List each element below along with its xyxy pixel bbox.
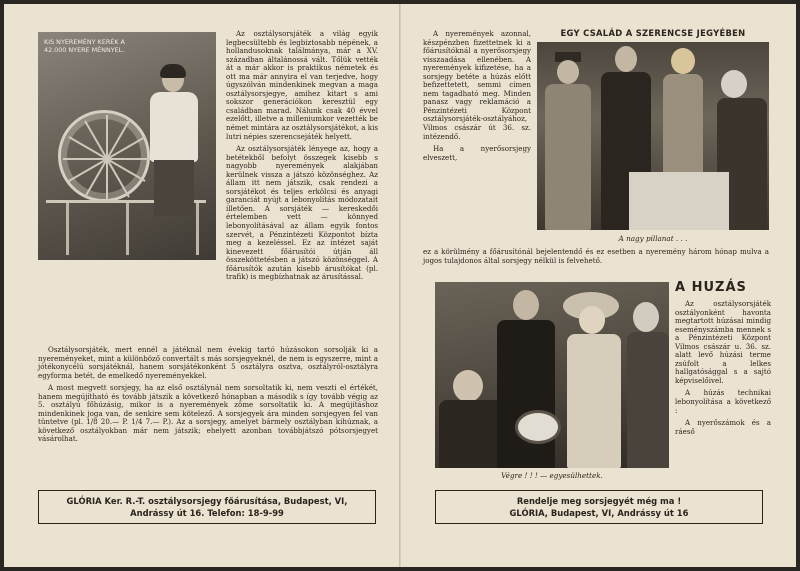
figure-head (453, 370, 483, 402)
booklet-spread (4, 4, 796, 567)
right-page (400, 4, 796, 567)
bearded-man-figure (627, 302, 669, 468)
footer-ad-right (435, 490, 763, 524)
photo-top-caption: A nagy pillanat . . . (618, 234, 688, 243)
table-graphic (629, 172, 729, 230)
family-photo (537, 42, 769, 230)
right-column-text (423, 30, 531, 166)
left-wide-text (38, 346, 378, 448)
right-wide-text (423, 248, 769, 269)
headline: EGY CSALÁD A SZERENCSE JEGYÉBEN (560, 28, 746, 38)
paragraph: ez a körülmény a főárusítónál bejelentendő és ez esetben a nyeremény három hónap mulva a jogos tulajdonos által sorsjegy nélkül is felvehető. (423, 247, 769, 265)
footer-ad-left: GLÓRIA Ker. R.-T. osztálysorsjegy főárusítása, Budapest, VI, Andrássy út 16. Telefon: 18-9-99 (38, 490, 376, 524)
section-title: A HUZÁS (675, 280, 747, 295)
paragraph: A nyeremények azonnal, készpénzben fizettetnek ki a főárusítóknál a nyerősorsjegy visszaadása ellenében. A nyeremények kifizetése, ha a sorsjegy betéte a húzás előtt befizettetett, semmi címen nem tagadható meg. Minden panasz vagy reklamáció a Pénzintézeti Központ osztálysorsjáték-osztályához, Vilmos császár út 36. sz. intézendő. (423, 29, 531, 141)
stand-leg (126, 203, 129, 255)
paragraph: Az osztálysorsjáték lényege az, hogy a betétekből befolyt összegek kisebb s nagyobb nyeremények alakjában kerülnek vissza a játszó közönséghez. Az állam itt nem játszik, csak rendezi a sorsjátékot és teljes erkölcsi és anyagi garanciát nyújt a lebonyolítás módozatait illetően. A sorsjáték — kereskedői értelemben vett — könnyed lebonyolításával az állam egyik fontos szervét, a Pénzintézeti Központot bízta meg a kezeléssel. Ez az intézet saját kinevezett főárusítói útján áll összeköttetésben a játszó közönséggel. A főárusítók azután kisebb árusítókat (pl. trafik) is megbízhatnak az árusítással. (226, 144, 378, 282)
wheel-graphic (58, 110, 150, 202)
paragraph: A húzás technikai lebonyolítása a következő : (675, 388, 771, 415)
stand-leg (66, 203, 69, 255)
top-hat-graphic (515, 410, 561, 444)
figure-body (150, 92, 198, 162)
figure-body (663, 74, 703, 178)
paragraph: A most megvett sorsjegy, ha az első osztálynál nem sorsoltatik ki, nem veszti el értékét, hanem megújítható és tovább játszik a következő hónapban a második s így tovább végig az 5. osztályú főhúzásig, mikor is a nyeremények zöme sorsoltatik ki. A megújításhoz mindenkinek joga van, de senkire sem kötelező. A sorsjegyek ára minden sorsjegyen fel van tüntetve (pl. 1/8 20.— P. 1/4 7.— P.). Az a sorsjegy, amelyet bármely osztályban kihúznak, a következő osztályokban már nem játszik; ehelyett azonban továbbjátszó pótsorsjegyet vásárolhat. (38, 383, 378, 444)
figure-skirt (154, 160, 194, 216)
paragraph: Ha a nyerősorsjegy elveszett, (423, 144, 531, 162)
paragraph: A nyerőszámok és a ráeső (675, 418, 771, 436)
lottery-wheel-photo (38, 32, 216, 260)
paragraph: Az osztálysorsjáték osztályonként havonta megtartott húzásai mindig eseményszámba mennek s a Pénzintézeti Központ Vilmos császár u. 36. sz. alatt levő húzási terme zsúfolt a lelkes hallgatósággal s a sajtó képviselőivel. (675, 299, 771, 385)
figure-body (545, 84, 591, 230)
paragraph: Osztálysorsjáték, mert ennél a játéknál nem évekig tartó húzásokon sorsolják ki a nyereményeket, mint a különböző convertált s más sorsjegyeknél, de nem is egyszerre, mint a jótékonycélú sorsjátéknál, hanem sorsjátékonként 5 osztályra osztva, osztályról-osztályra egyforma betét, de emelkedő nyereményekkel. (38, 345, 378, 380)
figure-body (567, 334, 621, 468)
figure-head (579, 306, 605, 334)
figure-head (671, 48, 695, 74)
figure-head (721, 70, 747, 98)
footer-line: GLÓRIA, Budapest, VI, Andrássy út 16 (509, 508, 689, 518)
figure-head (557, 60, 579, 84)
figure-head (633, 302, 659, 332)
photo-caption: KIS NYEREMÉNY KERÉK A 42.000 NYERE MÉNNYEL. (44, 38, 125, 54)
huzas-text (675, 300, 771, 440)
woman-figure (659, 48, 707, 178)
figure-head (615, 46, 637, 72)
paragraph: Az osztálysorsjáték a világ egyik legbecsültebb és legbiztosabb népének, a hollandusoknak találmánya, már a XV. században általánossá vált. Tőlük vették át a már akkor is praktikus németek és ott ma már annyira el van terjedve, hogy úgyszólván mindenkinek megvan a maga osztálysorsjegye, amihez kitart s ami sokszor generációkon keresztül egy családban marad. Nálunk csak 40 évvel ezelőtt, illetve a milleniumkor vezették be német mintára az osztálysorsjátékot, a kis lutri népies szerencsejáték helyett. (226, 29, 378, 141)
photo-bottom-caption: Végre ! ! ! — egyesülhettek. (501, 471, 603, 480)
left-page (4, 4, 400, 567)
figure-head (513, 290, 539, 320)
bride-figure (563, 292, 625, 468)
girl-figure (146, 66, 202, 216)
couple-photo (435, 282, 669, 468)
porter-figure (543, 52, 593, 230)
figure-body (497, 320, 555, 468)
footer-line: Rendelje meg sorsjegyét még ma ! (516, 496, 682, 506)
left-column-text (226, 30, 378, 286)
figure-body (627, 332, 669, 468)
figure-hair (160, 64, 186, 78)
